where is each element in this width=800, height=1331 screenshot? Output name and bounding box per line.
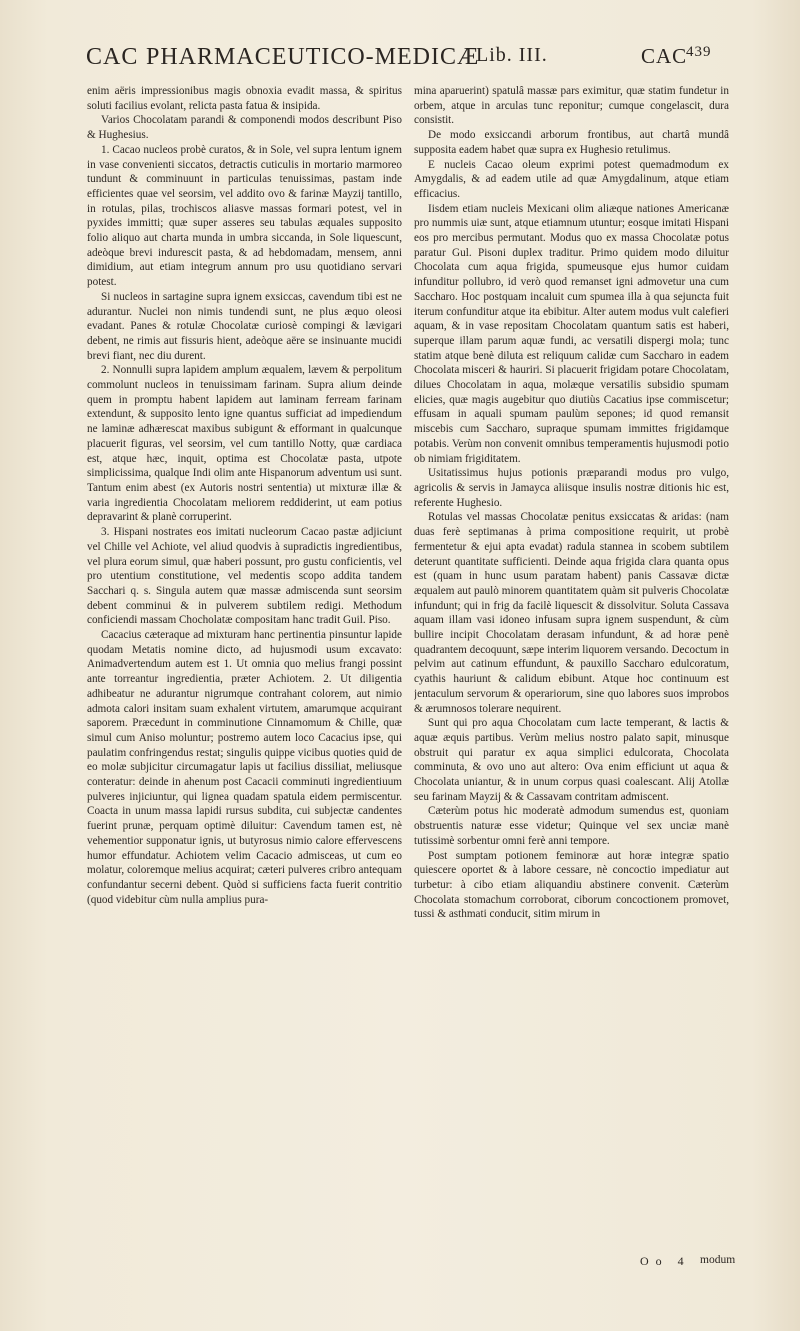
left-column — [87, 84, 402, 1234]
running-head — [86, 44, 726, 74]
paragraph: 1. Cacao nucleos probè curatos, & in Sole, vel supra lentum ignem in vase convenienti siccatos, detractis cuticulis in mortario marmoreo tundunt & comminuunt in particulas tenuissimas, pastam inde efficientes quae vel seorsim, vel addito ovo & farinæ Mayzij tantillo, in rotulas, pilas, trochiscos aliasve massas formari potest, vel in pyxides immitti; quæ super asseres seu tabulas æquales supposito folio aliquo aut charta munda in umbra siccanda, in Sole liquescunt, adeòque brevi indurescit pasta, & ad hebdomadam, mensem, anni dimidium, aut etiam integrum annum pro usu quotidiano servari potest. — [87, 143, 402, 289]
paragraph: enim aëris impressionibus magis obnoxia evadit massa, & spiritus soluti facilius evolant, relicta pasta fatua & insipida. — [87, 85, 402, 112]
paragraph: 2. Nonnulli supra lapidem amplum æqualem, lævem & perpolitum commolunt nucleos in tenuissimam farinam. Supra alium deinde quem in promptu habent lapidem aut laminam ferream farinam extendunt, & supposito lento igne quantus sufficiat ad impediendum ne laminæ adhærescat maxibus subigunt & efformant in qualcunque placuerit figuras, vel seorsim, vel cum tantillo Notty, quæ cardiaca est, atque hæc, inquit, optima est Chocolatæ pasta, utpote simplicissima, qualque Indi olim ante Hispanorum adventum usi sunt. Tantum enim abest (ex Autoris nostri sententia) ut mixturæ illæ & varia ingredientia Chocolatam meliorem reddiderint, ut eam potius depravarint & planè corruperint. — [87, 364, 402, 524]
paragraph: E nucleis Cacao oleum exprimi potest quemadmodum ex Amygdalis, & ad eadem utile ad quæ Amygdalinum, atque etiam efficacius. — [414, 158, 729, 200]
paragraph: De modo exsiccandi arborum frontibus, aut chartâ mundâ supposita eadem habet quæ supra ex Hughesio retulimus. — [414, 129, 729, 156]
paragraph: Si nucleos in sartagine supra ignem exsiccas, cavendum tibi est ne adurantur. Nuclei non nimis tundendi sunt, ne plus æquo oleosi evadant. Panes & rotulæ Chocolatæ curiosè compingi & lævigari debent, ne rimis aut fissuris hient, adeòque aëre se insinuante mucidi brevi fiant, nec diu durent. — [87, 290, 402, 362]
paragraph: Sunt qui pro aqua Chocolatam cum lacte temperant, & lactis & aquæ æquis partibus. Verùm melius nostro palato sapit, minusque obstruit qui paratur ex aqua simplici edulcorata, Chocolata comminuta, & ovo uno aut altero: Ova enim efficiunt ut aqua & Chocolata uniantur, & in unum corpus quasi coalescant. Alij Atollæ seu farinam Mayzij & & Cassavam contritam admiscent. — [414, 717, 729, 803]
paragraph: Usitatissimus hujus potionis præparandi modus pro vulgo, agricolis & servis in Jamayca aliisque insulis nostræ ditionis hic est, referente Hughesio. — [414, 467, 729, 509]
running-head-title: PHARMACEUTICO-MEDICÆ — [146, 44, 480, 70]
paragraph: Cæterùm potus hic moderatè admodum sumendus est, quoniam obstruentis naturæ esse videtur; Quinque vel sex unciæ manè tutissimè sorbentur omni ferè anni tempore. — [414, 805, 729, 847]
signature-number: 4 — [677, 1254, 686, 1268]
paragraph: 3. Hispani nostrates eos imitati nucleorum Cacao pastæ adjiciunt vel Chille vel Achiote, vel aliud quodvis à supradictis ingredientibus, vel plura eorum simul, quæ haberi possunt, pro gustu conficientis, vel pro utentium constitutione, vel medentis scopo addita tandem Sacchari q. s. Singula autem quæ massæ admiscenda sunt seorsim debent comminui & in pulverem subtilem redigi. Methodum conficiendi massam Chocholatæ compositam hanc tradit Guil. Piso. — [87, 526, 402, 627]
right-column — [414, 84, 729, 1244]
paragraph: Cacacius cæteraque ad mixturam hanc pertinentia pinsuntur lapide quodam Metatis nomine dicto, ad hujusmodi usum excavato: Animadvertendum autem est 1. Ut omnia quo melius frangi possint ante torreantur ingredientia, præter Achiotem. 2. Ut diligentia adhibeatur ne adurantur nigrumque contrahant colorem, aut nimio admota calori insitam suam exhalent virtutem, amarumque acquirant saporem. Præcedunt in comminutione Cinnamomum & Chille, quæ simul cum Aniso moluntur; postremo autem loco Cacacius ipse, qui paulatim confringendus restat; singulis quippe vicibus quoties quid de eo molæ subjicitur circumagatur lapis ut facilius dissiliat, meliusque conteratur: deinde in ahenum post Cacacii comminuti ingredientiuum pulveres injiciuntur, qui lignea quadam spatula eidem permiscentur. Coacta in unum massa lapidi rursus subdita, cui subjectæ candentes fuerint prunæ, perquam optimè diluitur: Cavendum tamen est, nè vehementior supponatur ignis, ut butyrosus nimio calore effervescens humor effundatur. Achiotem velim Cacacio admisceas, ut cum eo molatur, coloremque melius acquirat; cæteri pulveres cribro antequam confundantur secerni debent. Quòd si sufficiens facta fuerit contritio (quod videbitur cùm nulla amplius pura- — [87, 629, 402, 906]
catchword: modum — [700, 1254, 736, 1266]
running-head-right: CAC — [641, 44, 688, 68]
paragraph: Post sumptam potionem feminoræ aut horæ integræ spatio quiescere oportet & à labore cessare, nè concoctio impediatur aut turbetur: à cibo etiam aliquandiu abstinere convenit. Cæterùm Chocolata stomachum corroborat, ciborum concoctionem promovet, tussi & asthmati conducit, sitim mirum in — [414, 849, 729, 921]
paragraph: mina aparuerint) spatulâ massæ pars eximitur, quæ statim fundetur in orbem, atque in arculas tunc reponitur; cumque congelascit, dura consistit. — [414, 85, 729, 127]
running-head-left: CAC — [86, 44, 139, 70]
paragraph: Varios Chocolatam parandi & componendi modos describunt Piso & Hughesius. — [87, 114, 402, 142]
paragraph: Rotulas vel massas Chocolatæ penitus exsiccatas & aridas: (nam duas ferè septimanas à prima compositione requirit, ut probè fermentetur & ejui apta evadat) radula stannea in scobem subtilem deterunt quantitate sufficienti. Deinde aqua frigida clara quanta opus est (quam in hunc usum paratam habent) panis Cassavæ dictæ æqualem aut paulò minorem quantitatem quàm sit pulveris Chocolatæ infundunt; qui in frig da facilè liquescit & dissolvitur. Soluta Cassava aquam illam vasi idoneo infusam supra ignem suspendunt, & cùm bullire incipit Chocolatam derasam infundunt, & ad horæ penè quadrantem decoquunt, sæpe interim liquorem versando. Decoctum in pelvim aut catinum effundunt, & pauxillo Saccharo edulcoratum, cyathis hauriunt & calidum ebibunt. Atque hoc continuum est jentaculum servorum & operariorum, sine quo labores suos improbos & ærumnosos tolerare nequirent. — [414, 511, 729, 715]
running-head-book: Lib. III. — [476, 44, 548, 66]
signature-letters: O o — [640, 1254, 664, 1268]
page-number: 439 — [686, 44, 712, 60]
paragraph: Iisdem etiam nucleis Mexicani olim aliæque nationes Americanæ pro nummis uiæ sunt, atque etiamnum utuntur; eosque imitati Hispani eos pro mercibus permutant. Modus quo ex massa Chocolatæ potus paratur Gul. Pisoni duplex traditur. Primo quidem modo diluitur Chocolata cum aqua frigida, spumeusque ejus humor cuidam infunditur pollubro, id verò quod remanset igni admovetur una cum Saccharo. Hoc postquam incaluit cum spumea illa à qua sejuncta fuit iterum confunditur atque ita ebibitur. Alter autem modus vult calefieri aquam, & in vase repositam Chocolatam quantum satis est haberi, superque illam parum aquæ fundi, ac versatili dispergi mola; tunc statim atque benè diluta est reliquum calidæ cum Saccharo in eadem Chocolata misceri & hauriri. Si placuerit frigidam potare Chocolatam, dilues Chocolatam in aqua, molæque versatilis subsidio spumam elicies, quæ magis augebitur quo diutiùs Cacatius ipse commiscetur; effusam in aquali spumam paulùm sepones; id quod remansit miscebis cum Saccharo, supraque spumam immittes frigidamque potabis. Verùm non convenit omnibus temperamentis hujusmodi potio ob nimiam frigiditatem. — [414, 202, 729, 465]
